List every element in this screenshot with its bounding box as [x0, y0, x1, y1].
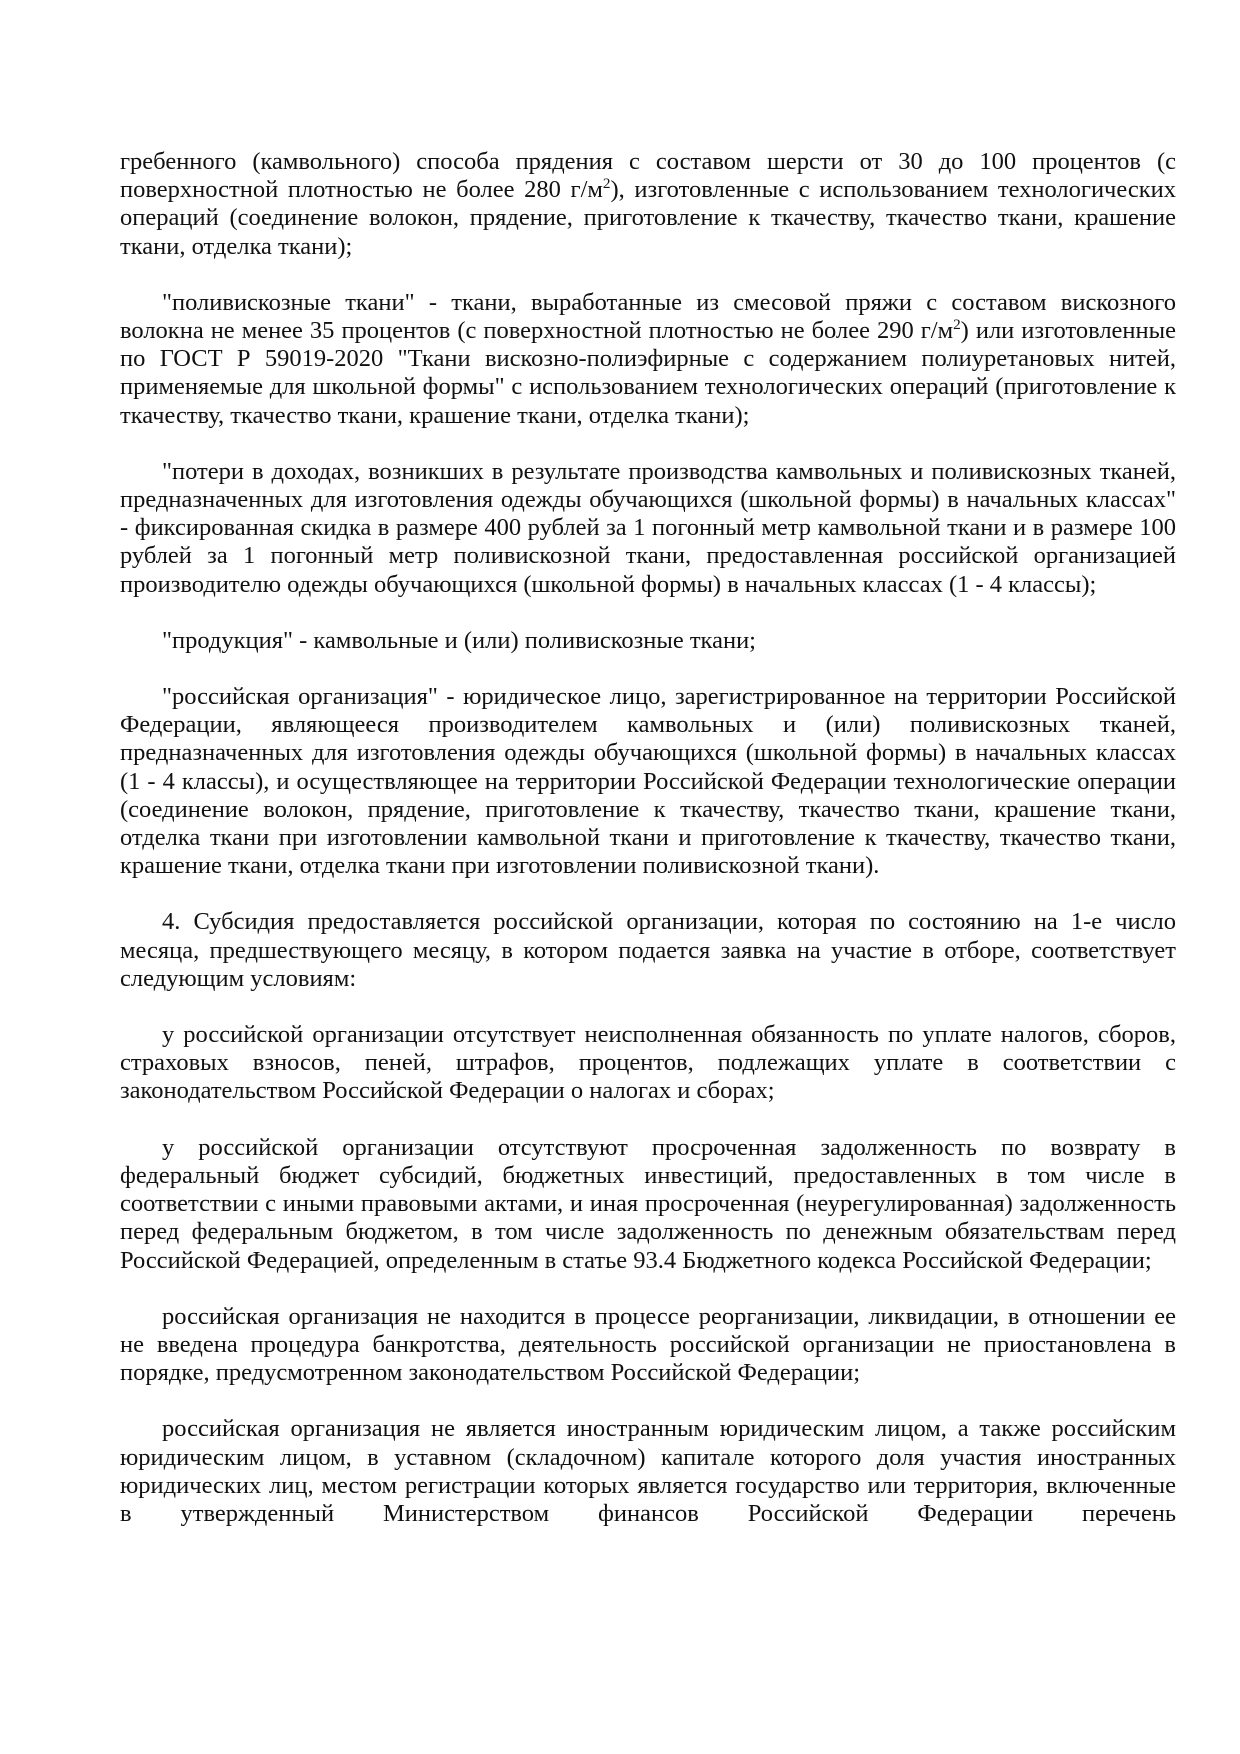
paragraph-text: ) или изготовленные по ГОСТ Р 59019-2020 "Ткани вискозно-полиэфирные с содержанием полиуретановых нитей, применяемые для школьной формы" с использованием технологических операций (приготовление к ткачеству, ткачество ткани, крашение ткани, отделка ткани); [120, 317, 1176, 429]
paragraph-kamvolnye-definition [120, 148, 1176, 261]
paragraph-condition-taxes: у российской организации отсутствует неисполненная обязанность по уплате налогов, сборов, страховых взносов, пеней, штрафов, процентов, подлежащих уплате в соответствии с законодательством Российской Федерации о налогах и сборах; [120, 1021, 1176, 1105]
paragraph-poteri-definition: "потери в доходах, возникших в результате производства камвольных и поливискозных тканей, предназначенных для изготовления одежды обучающихся (школьной формы) в начальных классах" - фиксированная скидка в размере 400 рублей за 1 погонный метр камвольной ткани и в размере 100 рублей за 1 погонный метр поливискозной ткани, предоставленная российской организацией производителю одежды обучающихся (школьной формы) в начальных классах (1 - 4 классы); [120, 457, 1176, 598]
superscript: 2 [602, 175, 611, 193]
paragraph-condition-foreign: российская организация не является иностранным юридическим лицом, а также российским юридическим лицом, в уставном (складочном) капитале которого доля участия иностранных юридических лиц, местом регистрации которых является государство или территория, включенные в утвержденный Министерством финансов Российской Федерации перечень [120, 1415, 1176, 1527]
paragraph-organizatsiya-definition: "российская организация" - юридическое лицо, зарегистрированное на территории Российской Федерации, являющееся производителем камвольных и (или) поливискозных тканей, предназначенных для изготовления одежды обучающихся (школьной формы) в начальных классах (1 - 4 классы), и осуществляющее на территории Российской Федерации технологические операции (соединение волокон, прядение, приготовление к ткачеству, ткачество ткани, крашение ткани, отделка ткани при изготовлении камвольной ткани и приготовление к ткачеству, ткачество ткани, крашение ткани, отделка ткани при изготовлении поливискозной ткани). [120, 683, 1176, 880]
paragraph-text: гребенного (камвольного) способа прядения с составом шерсти от 30 до 100 процентов (с поверхностной плотностью не более 280 г/м [120, 148, 1176, 204]
document-page [120, 148, 1176, 1556]
paragraph-condition-reorganization: российская организация не находится в процессе реорганизации, ликвидации, в отношении ее не введена процедура банкротства, деятельность российской организации не приостановлена в порядке, предусмотренном законодательством Российской Федерации; [120, 1302, 1176, 1387]
superscript: 2 [953, 315, 961, 333]
paragraph-condition-debt: у российской организации отсутствуют просроченная задолженность по возврату в федеральный бюджет субсидий, бюджетных инвестиций, предоставленных в том числе в соответствии с иными правовыми актами, и иная просроченная (неурегулированная) задолженность перед федеральным бюджетом, в том числе задолженность по денежным обязательствам перед Российской Федерацией, определенным в статье 93.4 Бюджетного кодекса Российской Федерации; [120, 1133, 1176, 1274]
paragraph-produktsiya-definition: "продукция" - камвольные и (или) поливискозные ткани; [162, 626, 756, 654]
paragraph-clause-4: 4. Субсидия предоставляется российской организации, которая по состоянию на 1-е число месяца, предшествующего месяцу, в котором подается заявка на участие в отборе, соответствует следующим условиям: [120, 908, 1176, 992]
paragraph-text: "поливискозные ткани" - ткани, выработанные из смесовой пряжи с составом вискозного волокна не менее 35 процентов (с поверхностной плотностью не более 290 г/м [120, 288, 1176, 345]
paragraph-text: ), изготовленные с использованием технологических операций (соединение волокон, прядение, приготовление к ткачеству, ткачество ткани, крашение ткани, отделка ткани); [120, 176, 1177, 260]
paragraph-poliviskoznye-definition [120, 289, 1176, 430]
